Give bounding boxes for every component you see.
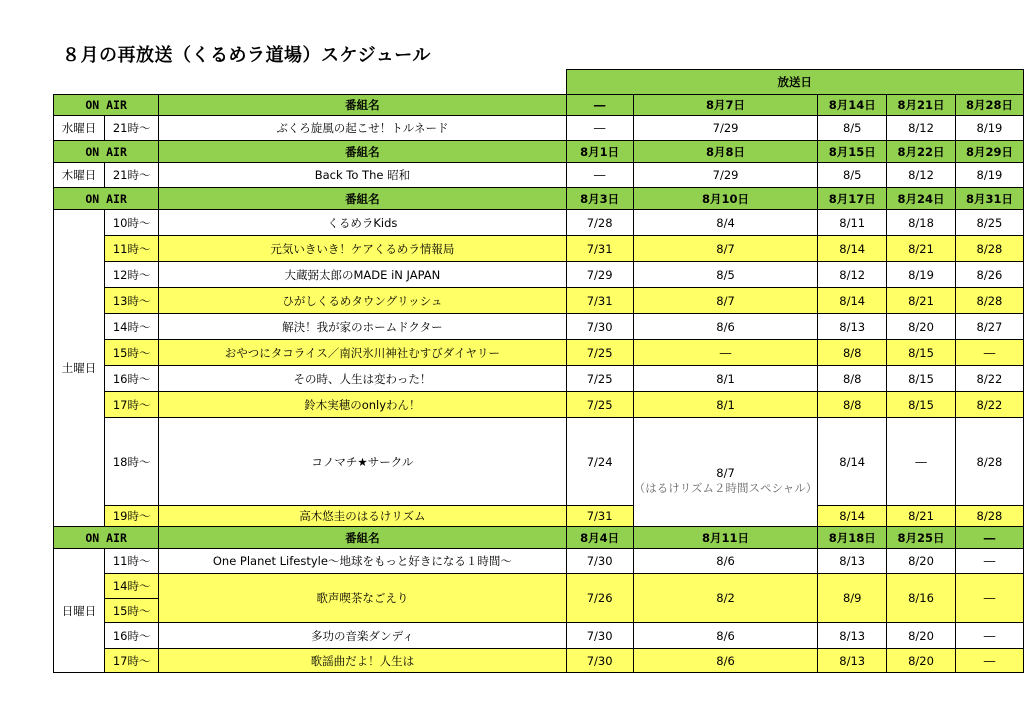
rebroadcast-date: 8/14: [818, 418, 887, 506]
rebroadcast-date: 8/12: [887, 163, 956, 188]
rebroadcast-date: ―: [955, 340, 1023, 366]
on-air-header: ON AIR: [54, 95, 159, 116]
time-slot: 18時～: [105, 418, 159, 506]
program-name-header: 番組名: [159, 141, 566, 163]
rebroadcast-date: 7/31: [566, 236, 633, 262]
program-name: 鈴木実穂のonlyわん！: [159, 392, 566, 418]
time-slot: 21時～: [105, 163, 159, 188]
special-date: 8/7: [716, 466, 735, 480]
table-row: [54, 314, 1024, 340]
table-row: [54, 210, 1024, 236]
rebroadcast-date: 8/20: [887, 649, 956, 673]
broadcast-day-header: 放送日: [566, 70, 1023, 95]
rebroadcast-date: 8/14: [818, 236, 887, 262]
program-name: 歌声喫茶なごえり: [159, 574, 566, 623]
rebroadcast-date: ―: [633, 340, 818, 366]
broadcast-date-header: 8月28日: [955, 95, 1023, 116]
rebroadcast-date: 7/25: [566, 366, 633, 392]
rebroadcast-date: 8/14: [818, 288, 887, 314]
broadcast-date-header: 8月8日: [633, 141, 818, 163]
rebroadcast-date: 8/15: [887, 366, 956, 392]
rebroadcast-date: 8/28: [955, 506, 1023, 527]
rebroadcast-date: 8/20: [887, 623, 956, 649]
program-name: ぶくろ旋風の起こせ！トルネード: [159, 116, 566, 141]
table-row: [54, 236, 1024, 262]
rebroadcast-date: 8/28: [955, 288, 1023, 314]
rebroadcast-date: 8/18: [887, 210, 956, 236]
table-row: [54, 649, 1024, 673]
program-name: その時、人生は変わった！: [159, 366, 566, 392]
program-name-header: 番組名: [159, 95, 566, 116]
rebroadcast-date: 8/2: [633, 574, 818, 623]
rebroadcast-date: 8/7: [633, 288, 818, 314]
day-label: 土曜日: [54, 210, 105, 527]
table-row: [54, 623, 1024, 649]
rebroadcast-date: 8/22: [955, 392, 1023, 418]
rebroadcast-date: 7/24: [566, 418, 633, 506]
program-name: 多功の音楽ダンディ: [159, 623, 566, 649]
on-air-header: ON AIR: [54, 188, 159, 210]
rebroadcast-date: ―: [955, 574, 1023, 623]
time-slot: 17時～: [105, 649, 159, 673]
broadcast-date-header: 8月18日: [818, 527, 887, 549]
time-slot: 14時～: [105, 574, 159, 599]
special-note-text: （はるけリズム２時間スペシャル）: [633, 481, 818, 495]
header-row-sun: [54, 527, 1024, 549]
rebroadcast-date: 8/6: [633, 623, 818, 649]
rebroadcast-date: 7/30: [566, 649, 633, 673]
on-air-header: ON AIR: [54, 141, 159, 163]
page-title: ８月の再放送（くるめラ道場）スケジュール: [62, 45, 431, 66]
program-name: One Planet Lifestyle～地球をもっと好きになる１時間～: [159, 549, 566, 574]
rebroadcast-date: 8/8: [818, 340, 887, 366]
time-slot: 19時～: [105, 506, 159, 527]
special-note: [634, 448, 818, 496]
time-slot: 13時～: [105, 288, 159, 314]
header-row-sat: [54, 188, 1024, 210]
rebroadcast-date: 8/22: [955, 366, 1023, 392]
broadcast-date-header: 8月29日: [955, 141, 1023, 163]
time-slot: 15時～: [105, 599, 159, 623]
day-label: 日曜日: [54, 549, 105, 673]
rebroadcast-date: 7/29: [633, 116, 818, 141]
broadcast-date-header: ―: [955, 527, 1023, 549]
rebroadcast-date: 8/1: [633, 366, 818, 392]
broadcast-date-header: 8月31日: [955, 188, 1023, 210]
program-name: くるめラKids: [159, 210, 566, 236]
header-row-thu: [54, 141, 1024, 163]
broadcast-date-header: 8月21日: [887, 95, 956, 116]
rebroadcast-date: 7/30: [566, 314, 633, 340]
rebroadcast-date: 8/5: [818, 116, 887, 141]
rebroadcast-date: 8/25: [955, 210, 1023, 236]
rebroadcast-date: 7/30: [566, 549, 633, 574]
rebroadcast-date: 7/31: [566, 288, 633, 314]
rebroadcast-date: 8/13: [818, 549, 887, 574]
broadcast-date-header: ―: [566, 95, 633, 116]
rebroadcast-date: 8/13: [818, 623, 887, 649]
rebroadcast-date: 8/21: [887, 506, 956, 527]
rebroadcast-date: 8/13: [818, 649, 887, 673]
time-slot: 15時～: [105, 340, 159, 366]
rebroadcast-date: 8/8: [818, 366, 887, 392]
rebroadcast-date: 8/8: [818, 392, 887, 418]
rebroadcast-date: 8/15: [887, 340, 956, 366]
rebroadcast-date: ―: [955, 623, 1023, 649]
rebroadcast-date: 8/4: [633, 210, 818, 236]
rebroadcast-date: 8/28: [955, 418, 1023, 506]
table-row: [54, 262, 1024, 288]
rebroadcast-date: 8/11: [818, 210, 887, 236]
table-row: [54, 418, 1024, 506]
rebroadcast-date: 8/16: [887, 574, 956, 623]
table-row: [54, 288, 1024, 314]
program-name: ひがしくるめタウングリッシュ: [159, 288, 566, 314]
broadcast-day-header-row: [54, 70, 1024, 95]
rebroadcast-date: 7/30: [566, 623, 633, 649]
header-row-wed: [54, 95, 1024, 116]
program-name: 元気いきいき！ケアくるめラ情報局: [159, 236, 566, 262]
table-row: [54, 392, 1024, 418]
program-name-header: 番組名: [159, 188, 566, 210]
broadcast-date-header: 8月3日: [566, 188, 633, 210]
rebroadcast-date: 7/25: [566, 392, 633, 418]
broadcast-date-header: 8月4日: [566, 527, 633, 549]
broadcast-date-header: 8月15日: [818, 141, 887, 163]
time-slot: 11時～: [105, 549, 159, 574]
rebroadcast-date: 7/25: [566, 340, 633, 366]
rebroadcast-date: 7/28: [566, 210, 633, 236]
rebroadcast-date: 8/1: [633, 392, 818, 418]
blank-cell: [54, 70, 567, 95]
rebroadcast-date: 7/29: [566, 262, 633, 288]
table-row: [54, 340, 1024, 366]
rebroadcast-date: 8/5: [818, 163, 887, 188]
rebroadcast-date: ―: [566, 116, 633, 141]
schedule-table: [53, 69, 1024, 673]
table-row: [54, 549, 1024, 574]
time-slot: 12時～: [105, 262, 159, 288]
day-label: 木曜日: [54, 163, 105, 188]
rebroadcast-date: ―: [955, 549, 1023, 574]
broadcast-date-header: 8月1日: [566, 141, 633, 163]
broadcast-date-header: 8月24日: [887, 188, 956, 210]
rebroadcast-date: 8/26: [955, 262, 1023, 288]
rebroadcast-date: 8/21: [887, 288, 956, 314]
broadcast-date-header: 8月11日: [633, 527, 818, 549]
rebroadcast-date: 8/15: [887, 392, 956, 418]
rebroadcast-date: 7/26: [566, 574, 633, 623]
rebroadcast-date: 8/6: [633, 314, 818, 340]
rebroadcast-date: 8/19: [887, 262, 956, 288]
broadcast-date-header: 8月10日: [633, 188, 818, 210]
rebroadcast-date: 8/14: [818, 506, 887, 527]
time-slot: 16時～: [105, 366, 159, 392]
rebroadcast-date: 8/19: [955, 116, 1023, 141]
program-name: コノマチ★サークル: [159, 418, 566, 506]
day-label: 水曜日: [54, 116, 105, 141]
rebroadcast-date: 8/6: [633, 649, 818, 673]
program-name: 歌謡曲だよ！人生は: [159, 649, 566, 673]
rebroadcast-date: ―: [887, 418, 956, 506]
broadcast-date-header: 8月14日: [818, 95, 887, 116]
program-name: Back To The 昭和: [159, 163, 566, 188]
rebroadcast-date: ―: [566, 163, 633, 188]
time-slot: 10時～: [105, 210, 159, 236]
table-row: [54, 506, 1024, 527]
table-row: [54, 116, 1024, 141]
broadcast-date-header: 8月17日: [818, 188, 887, 210]
rebroadcast-date: 8/9: [818, 574, 887, 623]
rebroadcast-date: 8/12: [818, 262, 887, 288]
time-slot: 17時～: [105, 392, 159, 418]
merged-special-cell: [633, 418, 818, 527]
rebroadcast-date: 8/28: [955, 236, 1023, 262]
program-name: 高木悠圭のはるけリズム: [159, 506, 566, 527]
rebroadcast-date: 7/29: [633, 163, 818, 188]
broadcast-date-header: 8月7日: [633, 95, 818, 116]
rebroadcast-date: 8/7: [633, 236, 818, 262]
table-row: [54, 574, 1024, 599]
time-slot: 21時～: [105, 116, 159, 141]
rebroadcast-date: 8/19: [955, 163, 1023, 188]
rebroadcast-date: 8/13: [818, 314, 887, 340]
rebroadcast-date: 8/20: [887, 549, 956, 574]
rebroadcast-date: 8/6: [633, 549, 818, 574]
rebroadcast-date: 8/27: [955, 314, 1023, 340]
time-slot: 11時～: [105, 236, 159, 262]
time-slot: 14時～: [105, 314, 159, 340]
broadcast-date-header: 8月25日: [887, 527, 956, 549]
rebroadcast-date: 8/20: [887, 314, 956, 340]
rebroadcast-date: 7/31: [566, 506, 633, 527]
time-slot: 16時～: [105, 623, 159, 649]
program-name-header: 番組名: [159, 527, 566, 549]
broadcast-date-header: 8月22日: [887, 141, 956, 163]
program-name: 解決！我が家のホームドクター: [159, 314, 566, 340]
on-air-header: ON AIR: [54, 527, 159, 549]
program-name: 大蔵弼太郎のMADE iN JAPAN: [159, 262, 566, 288]
rebroadcast-date: 8/21: [887, 236, 956, 262]
rebroadcast-date: 8/5: [633, 262, 818, 288]
table-row: [54, 163, 1024, 188]
rebroadcast-date: 8/12: [887, 116, 956, 141]
rebroadcast-date: ―: [955, 649, 1023, 673]
program-name: おやつにタコライス／南沢氷川神社むすびダイヤリー: [159, 340, 566, 366]
table-row: [54, 366, 1024, 392]
